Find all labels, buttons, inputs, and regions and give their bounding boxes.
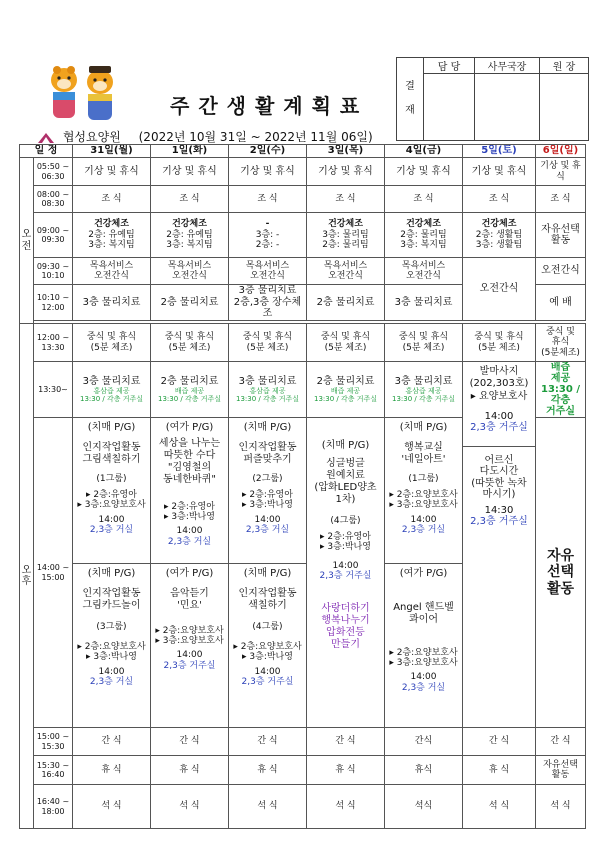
breakfast-tue: 조 식: [151, 186, 229, 213]
wake-tue: 기상 및 휴식: [151, 158, 229, 186]
breakfast-sat: 조 식: [463, 186, 536, 213]
therapy-team-tue: 2층: 유예팀 3층: 복지팀: [166, 229, 213, 251]
program-sat: [463, 362, 536, 728]
day-tue: 1일(화): [151, 145, 229, 158]
sign-box-head[interactable]: [540, 74, 589, 141]
program-fri-b: [385, 564, 463, 728]
snack-wed: 간 식: [229, 728, 307, 756]
free-activity-sun-pm: 자유 선택 활동: [536, 418, 586, 728]
mon-b-tag: (치매 P/G): [87, 568, 136, 579]
tue-b-staff: ▸ 2층:요양보호사 ▸ 3층:요양보호사: [155, 625, 224, 646]
pt-wed-label: 3층 물리치료: [238, 375, 297, 387]
sat-b-place: 2,3층 거주실: [470, 516, 528, 527]
dinner-wed: 석 식: [229, 785, 307, 829]
mon-a-place: 2,3층 거실: [89, 524, 134, 535]
wake-sun: 기상 및 휴식: [536, 158, 586, 186]
approval-label-top: 결: [405, 81, 415, 92]
page-title: 주간생활계획표: [170, 94, 369, 118]
wed-a-body: 인지작업활동 퍼즐맞추기: [238, 441, 297, 465]
lunch-sat: 중식 및 휴식 (5분 체조): [463, 324, 536, 362]
thu-staff: ▸ 2층:유영아 ▸ 3층:박나영: [320, 531, 371, 553]
bath-mon: 목욕서비스 오전간식: [73, 258, 151, 285]
tue-b-place: 2,3층 거주실: [163, 660, 216, 671]
wed-b-staff: ▸ 2층:요양보호사 ▸ 3층:박나영: [233, 641, 302, 663]
time-1500: 15:00 ~ 15:30: [34, 728, 73, 756]
rest-sun: 자유선택 활동: [536, 756, 586, 785]
rehab-tue: 2층 물리치료: [151, 285, 229, 321]
exercise-label: 건강체조: [406, 219, 441, 230]
dinner-sat: 석 식: [463, 785, 536, 829]
lunch-wed: 중식 및 휴식 (5분 체조): [229, 324, 307, 362]
sat-a-place: 2,3층 거주실: [470, 422, 528, 433]
row-dinner: [20, 785, 586, 829]
day-header-row: [20, 145, 586, 158]
fri-a-staff: ▸ 2층:요양보호사 ▸ 3층:요양보호사: [389, 489, 458, 511]
dinner-tue: 석 식: [151, 785, 229, 829]
thu-group: (4그룹): [330, 515, 361, 526]
tue-a-tag: (여가 P/G): [165, 422, 214, 433]
therapy-team-thu: 3층: 물리팀 2층: 물리팀: [322, 229, 369, 251]
exercise-label: 건강체조: [94, 219, 129, 230]
sign-box-director[interactable]: [475, 74, 540, 141]
therapy-team-sat: 2층: 생활팀 3층: 생활팀: [475, 229, 523, 251]
wed-a-tag: (치매 P/G): [243, 422, 292, 433]
mon-a-staff: ▸ 2층:유영아 ▸ 3층:요양보호사: [77, 489, 146, 511]
time-1640: 16:40 ~ 18:00: [34, 785, 73, 829]
breakfast-fri: 조 식: [385, 186, 463, 213]
pt-tue: [151, 362, 229, 418]
breakfast-thu: 조 식: [307, 186, 385, 213]
rehab-wed: 3층 물리치료 2층,3층 장수체조: [229, 285, 307, 321]
fri-a-time: 14:00: [410, 514, 437, 525]
therapy-team-fri: 2층: 물리팀 3층: 복지팀: [400, 229, 447, 251]
mon-b-group: (3그룹): [96, 621, 127, 632]
bath-fri: 목욕서비스 오전간식: [385, 258, 463, 285]
pt-fri: [385, 362, 463, 418]
sat-b-body: 어르신 다도시간 (따뜻한 녹차 마시기): [471, 454, 527, 500]
time-1200: 12:00 ~ 13:30: [34, 324, 73, 362]
fri-b-body: Angel 핸드벨 콰이어: [393, 601, 454, 625]
tue-b-tag: (여가 P/G): [165, 568, 214, 579]
pt-mon: [73, 362, 151, 418]
dinner-mon: 석 식: [73, 785, 151, 829]
row-1330: [20, 362, 586, 418]
pt-note-thu: 배즙 제공 13:30 / 각층 거주실: [313, 387, 378, 404]
time-1330: 13:30~: [34, 362, 73, 418]
pt-thu-label: 2층 물리치료: [316, 375, 375, 387]
day-wed: 2일(수): [229, 145, 307, 158]
thu-time: 14:00: [332, 560, 359, 571]
role-director: 사무국장: [475, 58, 540, 74]
pt-wed: [229, 362, 307, 418]
time-1530: 15:30 ~ 16:40: [34, 756, 73, 785]
pt-thu: [307, 362, 385, 418]
lunch-fri: 중식 및 휴식 (5분 체조): [385, 324, 463, 362]
pt-note-tue: 배즙 제공 13:30 / 각층 거주실: [157, 387, 222, 404]
col-header: 일 정: [20, 145, 73, 158]
exercise-label: 건강체조: [328, 219, 363, 230]
wed-a-group: (2그룹): [252, 473, 283, 484]
time-0930: 09:30 ~ 10:10: [34, 258, 73, 285]
sat-b-time: 14:30: [484, 504, 514, 516]
tue-a-place: 2,3층 거실: [167, 536, 212, 547]
program-wed-b: [229, 564, 307, 728]
day-mon: 31일(월): [73, 145, 151, 158]
sign-box-staff[interactable]: [424, 74, 475, 141]
fri-a-tag: (치매 P/G): [399, 422, 448, 433]
tue-b-body: 음악듣기 '민요': [170, 587, 209, 611]
pt-tue-label: 2층 물리치료: [160, 375, 219, 387]
snack-fri: 간식: [385, 728, 463, 756]
wake-mon: 기상 및 휴식: [73, 158, 151, 186]
rehab-mon: 3층 물리치료: [73, 285, 151, 321]
breakfast-mon: 조 식: [73, 186, 151, 213]
lunch-thu: 중식 및 휴식 (5분 체조): [307, 324, 385, 362]
breakfast-sun: 조 식: [536, 186, 586, 213]
juice-sun: 배즙 제공 13:30 / 각층 거주실: [536, 362, 586, 418]
therapy-team-mon: 2층: 유예팀 3층: 복지팀: [88, 229, 135, 251]
exercise-tue: [151, 213, 229, 258]
dinner-thu: 석 식: [307, 785, 385, 829]
row-bath: [20, 258, 586, 285]
mon-a-tag: (치매 P/G): [87, 422, 136, 433]
sat-a-time: 14:00: [484, 410, 514, 422]
exercise-fri: [385, 213, 463, 258]
wake-wed: 기상 및 휴식: [229, 158, 307, 186]
wed-a-place: 2,3층 거실: [245, 524, 290, 535]
exercise-label: 건강체조: [172, 219, 207, 230]
rest-fri: 휴식: [385, 756, 463, 785]
bath-wed: 목욕서비스 오전간식: [229, 258, 307, 285]
snack-sun: 간 식: [536, 728, 586, 756]
therapy-team-wed: 3층: - 2층: -: [255, 229, 280, 251]
lunch-mon: 중식 및 휴식 (5분 체조): [73, 324, 151, 362]
time-0900: 09:00 ~ 09:30: [34, 213, 73, 258]
sat-a-body: 발마사지 (202,303호): [469, 366, 529, 389]
approval-label: [397, 58, 424, 141]
wake-sat: 기상 및 휴식: [463, 158, 536, 186]
worship-sun: 예 배: [536, 285, 586, 321]
row-wake: [20, 158, 586, 186]
schedule-table: [19, 144, 586, 829]
schedule-period: (2022년 10월 31일 ~ 2022년 11월 06일): [138, 130, 373, 144]
rest-sat: 휴 식: [463, 756, 536, 785]
exercise-mon: [73, 213, 151, 258]
program-mon-b: [73, 564, 151, 728]
time-0800: 08:00 ~ 08:30: [34, 186, 73, 213]
bath-thu: 목욕서비스 오전간식: [307, 258, 385, 285]
tue-b-time: 14:00: [176, 650, 203, 661]
pt-fri-label: 3층 물리치료: [394, 375, 453, 387]
sat-divider: [463, 446, 536, 447]
wed-b-body: 인지작업활동 색칠하기: [238, 587, 297, 611]
mon-b-time: 14:00: [98, 666, 125, 677]
program-mon-a: [73, 418, 151, 564]
tue-a-body: 세상을 나누는 따뜻한 수다 "김영철의 동네한바퀴": [158, 437, 221, 485]
dinner-sun: 석 식: [536, 785, 586, 829]
fri-b-time: 14:00: [410, 672, 437, 683]
thu-body: 싱글벙글 원예치료 (압화LED양초 1차): [314, 457, 377, 505]
exercise-thu: [307, 213, 385, 258]
breakfast-wed: 조 식: [229, 186, 307, 213]
fri-b-staff: ▸ 2층:요양보호사 ▸ 3층:요양보호사: [389, 647, 458, 668]
subtitle: [37, 128, 373, 145]
pt-note-fri: 홍삼즙 제공 13:30 / 각층 거주실: [391, 387, 456, 404]
row-lunch: [20, 324, 586, 362]
row-breakfast: [20, 186, 586, 213]
tue-a-staff: ▸ 2층:유영아 ▸ 3층:박나영: [164, 501, 215, 522]
facility-logo-icon: [37, 132, 55, 144]
pm-label: 오 후: [20, 324, 34, 829]
program-thu: [307, 418, 385, 728]
rehab-fri: 3층 물리치료: [385, 285, 463, 321]
tiger-mascot-illustration: [44, 62, 126, 124]
free-activity-sun: 자유선택 활동: [536, 213, 586, 258]
rehab-thu: 2층 물리치료: [307, 285, 385, 321]
thu-tag: (치매 P/G): [321, 440, 370, 451]
snack-sat: 간 식: [463, 728, 536, 756]
day-sun: 6일(일): [536, 145, 586, 158]
exercise-label: 건강체조: [481, 219, 517, 230]
thu-place: 2,3층 거주실: [319, 570, 372, 581]
facility-name: 협성요양원: [62, 130, 121, 144]
row-rest: [20, 756, 586, 785]
rest-tue: 휴 식: [151, 756, 229, 785]
pt-mon-label: 3층 물리치료: [82, 375, 141, 387]
fri-a-place: 2,3층 거실: [401, 524, 446, 535]
time-1400: 14:00 ~ 15:00: [34, 418, 73, 728]
program-tue-a: [151, 418, 229, 564]
mon-b-place: 2,3층 거실: [89, 676, 134, 687]
snack-am-sat: 오전간식: [463, 258, 536, 321]
mon-b-staff: ▸ 2층:요양보호사 ▸ 3층:박나영: [77, 641, 146, 663]
am-label: 오 전: [20, 158, 34, 324]
pt-note-mon: 홍삼즙 제공 13:30 / 각층 거주실: [79, 387, 144, 404]
row-exercise: [20, 213, 586, 258]
role-staff: 담 당: [424, 58, 475, 74]
rest-wed: 휴 식: [229, 756, 307, 785]
wed-a-time: 14:00: [254, 514, 281, 525]
bath-tue: 목욕서비스 오전간식: [151, 258, 229, 285]
sat-a-staff: ▸ 요양보호사: [470, 391, 528, 402]
snack-mon: 간 식: [73, 728, 151, 756]
day-sat: 5일(토): [463, 145, 536, 158]
rest-mon: 휴 식: [73, 756, 151, 785]
time-1010: 10:10 ~ 12:00: [34, 285, 73, 321]
tue-a-time: 14:00: [176, 526, 203, 537]
thu-extra: 사랑더하기 행복나누기 압화전등 만들기: [321, 603, 370, 651]
snack-tue: 간 식: [151, 728, 229, 756]
exercise-sat: [463, 213, 536, 258]
wake-fri: 기상 및 휴식: [385, 158, 463, 186]
fri-a-body: 행복교실 '네일아트': [401, 441, 446, 465]
approval-box: [396, 57, 589, 141]
approval-label-bottom: 재: [405, 105, 415, 116]
wed-b-time: 14:00: [254, 666, 281, 677]
lunch-sun: 중식 및 휴식 (5분체조): [536, 324, 586, 362]
exercise-label: -: [265, 219, 270, 230]
snack-thu: 간 식: [307, 728, 385, 756]
fri-b-place: 2,3층 거실: [401, 682, 446, 693]
role-head: 원 장: [540, 58, 589, 74]
time-0550: 05:50 ~ 06:30: [34, 158, 73, 186]
fri-b-tag: (여가 P/G): [399, 568, 448, 579]
day-fri: 4일(금): [385, 145, 463, 158]
program-fri-a: [385, 418, 463, 564]
wed-b-tag: (치매 P/G): [243, 568, 292, 579]
day-thu: 3일(목): [307, 145, 385, 158]
program-tue-b: [151, 564, 229, 728]
row-snack: [20, 728, 586, 756]
wake-thu: 기상 및 휴식: [307, 158, 385, 186]
snack-am-sun: 오전간식: [536, 258, 586, 285]
rest-thu: 휴 식: [307, 756, 385, 785]
wed-a-staff: ▸ 2층:유영아 ▸ 3층:박나영: [242, 489, 293, 511]
wed-b-place: 2,3층 거주실: [241, 676, 294, 687]
lunch-tue: 중식 및 휴식 (5분 체조): [151, 324, 229, 362]
program-wed-a: [229, 418, 307, 564]
wed-b-group: (4그룹): [252, 621, 283, 632]
mon-a-time: 14:00: [98, 514, 125, 525]
fri-a-group: (1그룹): [408, 473, 439, 484]
pt-note-wed: 홍삼즙 제공 13:30 / 각층 거주실: [235, 387, 300, 404]
mon-a-body: 인지작업활동 그림색칠하기: [82, 441, 141, 465]
mon-b-body: 인지작업활동 그림카드놀이: [82, 587, 141, 611]
exercise-wed: [229, 213, 307, 258]
mon-a-group: (1그룹): [96, 473, 127, 484]
dinner-fri: 석식: [385, 785, 463, 829]
